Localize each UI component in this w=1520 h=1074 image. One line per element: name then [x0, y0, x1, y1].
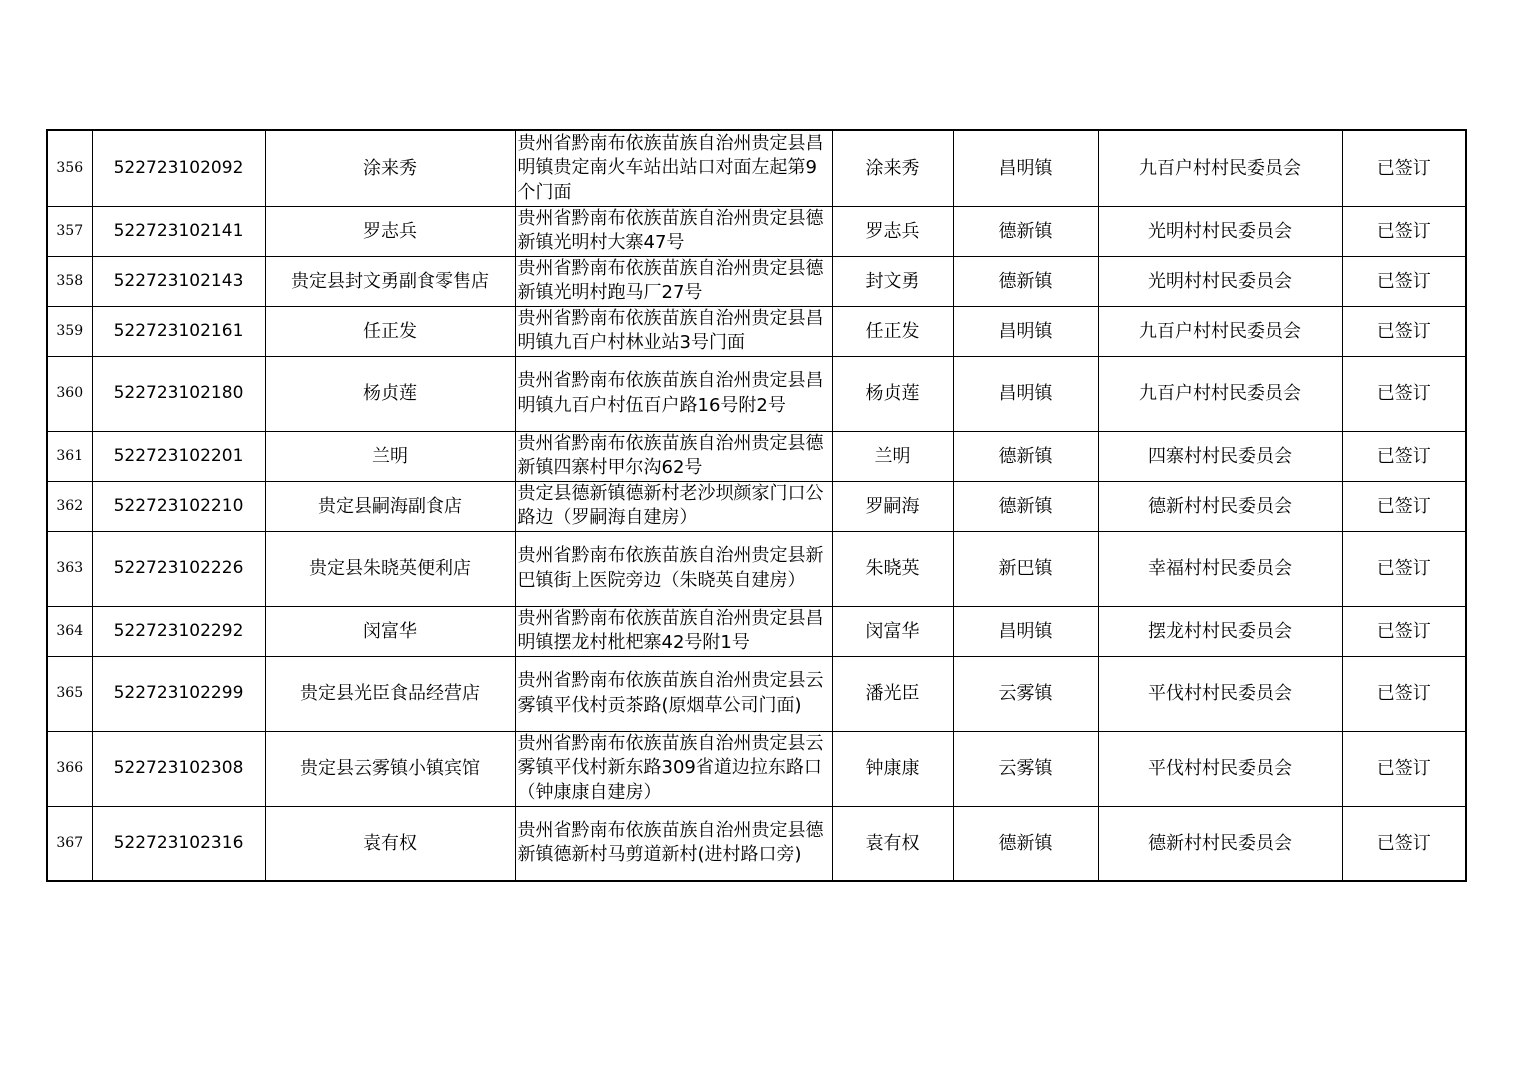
cell-town: 云雾镇 — [953, 656, 1098, 731]
cell-town: 新巴镇 — [953, 531, 1098, 606]
cell-address: 贵州省黔南布依族苗族自治州贵定县德新镇四寨村甲尔沟62号 — [515, 431, 832, 481]
cell-address: 贵州省黔南布依族苗族自治州贵定县昌明镇九百户村林业站3号门面 — [515, 306, 832, 356]
cell-name: 任正发 — [265, 306, 515, 356]
cell-town: 昌明镇 — [953, 130, 1098, 206]
cell-town: 昌明镇 — [953, 606, 1098, 656]
cell-address: 贵州省黔南布依族苗族自治州贵定县云雾镇平伐村贡茶路(原烟草公司门面) — [515, 656, 832, 731]
cell-town: 昌明镇 — [953, 356, 1098, 431]
cell-town: 德新镇 — [953, 481, 1098, 531]
cell-status: 已签订 — [1342, 606, 1466, 656]
cell-name: 杨贞莲 — [265, 356, 515, 431]
cell-person: 涂来秀 — [832, 130, 953, 206]
cell-status: 已签订 — [1342, 256, 1466, 306]
cell-status: 已签订 — [1342, 806, 1466, 881]
table-row — [47, 256, 1466, 306]
cell-committee: 九百户村村民委员会 — [1098, 306, 1342, 356]
cell-seq: 365 — [47, 656, 92, 731]
table-row — [47, 481, 1466, 531]
cell-person: 袁有权 — [832, 806, 953, 881]
cell-address: 贵州省黔南布依族苗族自治州贵定县德新镇德新村马剪道新村(进村路口旁) — [515, 806, 832, 881]
cell-status: 已签订 — [1342, 206, 1466, 256]
cell-code: 522723102092 — [92, 130, 265, 206]
cell-person: 任正发 — [832, 306, 953, 356]
cell-name: 贵定县嗣海副食店 — [265, 481, 515, 531]
cell-address: 贵州省黔南布依族苗族自治州贵定县新巴镇街上医院旁边（朱晓英自建房） — [515, 531, 832, 606]
cell-code: 522723102141 — [92, 206, 265, 256]
cell-town: 昌明镇 — [953, 306, 1098, 356]
cell-address: 贵定县德新镇德新村老沙坝颜家门口公路边（罗嗣海自建房） — [515, 481, 832, 531]
cell-committee: 摆龙村村民委员会 — [1098, 606, 1342, 656]
cell-person: 闵富华 — [832, 606, 953, 656]
cell-address: 贵州省黔南布依族苗族自治州贵定县昌明镇摆龙村枇杷寨42号附1号 — [515, 606, 832, 656]
cell-code: 522723102180 — [92, 356, 265, 431]
cell-town: 德新镇 — [953, 806, 1098, 881]
cell-code: 522723102226 — [92, 531, 265, 606]
cell-person: 潘光臣 — [832, 656, 953, 731]
cell-code: 522723102308 — [92, 731, 265, 806]
table-row — [47, 731, 1466, 806]
cell-name: 涂来秀 — [265, 130, 515, 206]
cell-name: 贵定县云雾镇小镇宾馆 — [265, 731, 515, 806]
records-table — [46, 129, 1467, 882]
cell-name: 贵定县朱晓英便利店 — [265, 531, 515, 606]
cell-code: 522723102143 — [92, 256, 265, 306]
cell-status: 已签订 — [1342, 531, 1466, 606]
cell-seq: 358 — [47, 256, 92, 306]
cell-committee: 德新村村民委员会 — [1098, 806, 1342, 881]
cell-seq: 359 — [47, 306, 92, 356]
cell-name: 兰明 — [265, 431, 515, 481]
cell-status: 已签订 — [1342, 306, 1466, 356]
table-row — [47, 206, 1466, 256]
cell-person: 杨贞莲 — [832, 356, 953, 431]
cell-address: 贵州省黔南布依族苗族自治州贵定县云雾镇平伐村新东路309省道边拉东路口（钟康康自建房） — [515, 731, 832, 806]
table-row — [47, 306, 1466, 356]
cell-status: 已签订 — [1342, 731, 1466, 806]
cell-address: 贵州省黔南布依族苗族自治州贵定县昌明镇九百户村伍百户路16号附2号 — [515, 356, 832, 431]
cell-code: 522723102316 — [92, 806, 265, 881]
table-row — [47, 356, 1466, 431]
cell-name: 贵定县光臣食品经营店 — [265, 656, 515, 731]
cell-seq: 361 — [47, 431, 92, 481]
cell-committee: 德新村村民委员会 — [1098, 481, 1342, 531]
cell-town: 德新镇 — [953, 431, 1098, 481]
cell-status: 已签订 — [1342, 481, 1466, 531]
cell-committee: 四寨村村民委员会 — [1098, 431, 1342, 481]
cell-seq: 363 — [47, 531, 92, 606]
table-row — [47, 531, 1466, 606]
cell-seq: 362 — [47, 481, 92, 531]
cell-committee: 九百户村村民委员会 — [1098, 356, 1342, 431]
cell-town: 德新镇 — [953, 206, 1098, 256]
table-row — [47, 656, 1466, 731]
cell-person: 朱晓英 — [832, 531, 953, 606]
cell-address: 贵州省黔南布依族苗族自治州贵定县德新镇光明村跑马厂27号 — [515, 256, 832, 306]
records-table-body — [47, 130, 1466, 881]
table-row — [47, 606, 1466, 656]
table-row — [47, 806, 1466, 881]
cell-code: 522723102201 — [92, 431, 265, 481]
cell-name: 袁有权 — [265, 806, 515, 881]
cell-person: 罗嗣海 — [832, 481, 953, 531]
cell-seq: 357 — [47, 206, 92, 256]
cell-committee: 九百户村村民委员会 — [1098, 130, 1342, 206]
cell-code: 522723102292 — [92, 606, 265, 656]
cell-town: 德新镇 — [953, 256, 1098, 306]
table-row — [47, 431, 1466, 481]
cell-code: 522723102210 — [92, 481, 265, 531]
cell-committee: 光明村村民委员会 — [1098, 206, 1342, 256]
table-row — [47, 130, 1466, 206]
cell-committee: 平伐村村民委员会 — [1098, 656, 1342, 731]
cell-committee: 光明村村民委员会 — [1098, 256, 1342, 306]
cell-seq: 360 — [47, 356, 92, 431]
cell-code: 522723102161 — [92, 306, 265, 356]
cell-name: 贵定县封文勇副食零售店 — [265, 256, 515, 306]
cell-committee: 幸福村村民委员会 — [1098, 531, 1342, 606]
cell-address: 贵州省黔南布依族苗族自治州贵定县昌明镇贵定南火车站出站口对面左起第9个门面 — [515, 130, 832, 206]
cell-name: 闵富华 — [265, 606, 515, 656]
cell-person: 封文勇 — [832, 256, 953, 306]
cell-code: 522723102299 — [92, 656, 265, 731]
cell-status: 已签订 — [1342, 656, 1466, 731]
cell-seq: 366 — [47, 731, 92, 806]
cell-person: 兰明 — [832, 431, 953, 481]
cell-seq: 356 — [47, 130, 92, 206]
cell-status: 已签订 — [1342, 356, 1466, 431]
cell-town: 云雾镇 — [953, 731, 1098, 806]
cell-committee: 平伐村村民委员会 — [1098, 731, 1342, 806]
cell-seq: 367 — [47, 806, 92, 881]
cell-name: 罗志兵 — [265, 206, 515, 256]
cell-status: 已签订 — [1342, 431, 1466, 481]
cell-person: 钟康康 — [832, 731, 953, 806]
cell-address: 贵州省黔南布依族苗族自治州贵定县德新镇光明村大寨47号 — [515, 206, 832, 256]
cell-status: 已签订 — [1342, 130, 1466, 206]
cell-seq: 364 — [47, 606, 92, 656]
cell-person: 罗志兵 — [832, 206, 953, 256]
